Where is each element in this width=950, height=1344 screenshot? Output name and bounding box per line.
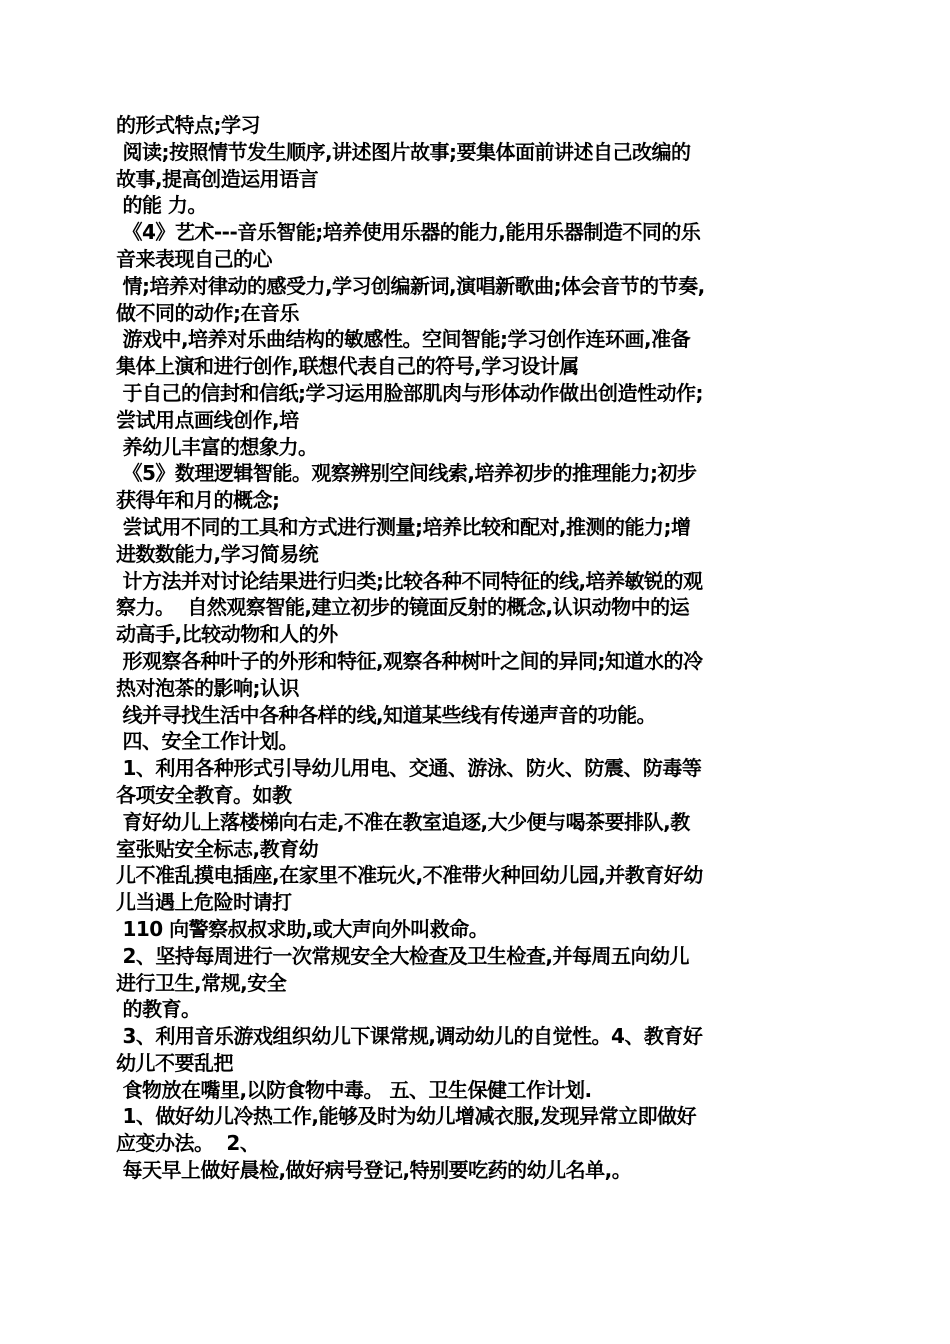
text-line: 育好幼儿上落楼梯向右走,不准在教室追逐,大少便与喝茶要排队,教 xyxy=(116,809,690,834)
text-line: 集体上演和进行创作,联想代表自己的符号,学习设计属 xyxy=(116,354,579,379)
text-line: 3、利用音乐游戏组织幼儿下课常规,调动幼儿的自觉性。4、教育好 xyxy=(116,1024,703,1049)
text-line: 阅读;按照情节发生顺序,讲述图片故事;要集体面前讲述自己改编的 xyxy=(116,139,691,164)
text-line: 110 向警察叔叔求助,或大声向外叫救命。 xyxy=(116,916,489,941)
text-line: 线并寻找生活中各种各样的线,知道某些线有传递声音的功能。 xyxy=(116,702,657,727)
text-line: 食物放在嘴里,以防食物中毒。 五、卫生保健工作计划. xyxy=(116,1077,592,1102)
document-body xyxy=(116,112,840,1184)
text-line: 形观察各种叶子的外形和特征,观察各种树叶之间的异同;知道水的冷 xyxy=(116,648,703,673)
text-line: 的能 力。 xyxy=(116,193,207,218)
text-line: 热对泡茶的影响;认识 xyxy=(116,675,299,700)
text-line: 获得年和月的概念; xyxy=(116,488,280,513)
text-line: 《4》艺术---音乐智能;培养使用乐器的能力,能用乐器制造不同的乐 xyxy=(116,220,701,245)
text-line: 幼儿不要乱把 xyxy=(116,1050,233,1075)
text-line: 计方法并对讨论结果进行归类;比较各种不同特征的线,培养敏锐的观 xyxy=(116,568,703,593)
text-line: 儿不准乱摸电插座,在家里不准玩火,不准带火种回幼儿园,并教育好幼 xyxy=(116,863,703,888)
text-line: 应变办法。 2、 xyxy=(116,1131,260,1156)
text-line: 游戏中,培养对乐曲结构的敏感性。空间智能;学习创作连环画,准备 xyxy=(116,327,691,352)
text-line: 做不同的动作;在音乐 xyxy=(116,300,299,325)
text-line: 故事,提高创造运用语言 xyxy=(116,166,319,191)
text-line: 进行卫生,常规,安全 xyxy=(116,970,287,995)
text-line: 每天早上做好晨检,做好病号登记,特别要吃药的幼儿名单,。 xyxy=(116,1158,632,1183)
text-line: 的形式特点;学习 xyxy=(116,113,260,137)
text-line: 音来表现自己的心 xyxy=(116,246,272,271)
text-line: 1、利用各种形式引导幼儿用电、交通、游泳、防火、防震、防毒等 xyxy=(116,756,702,781)
text-line: 的教育。 xyxy=(116,997,201,1022)
text-line: 于自己的信封和信纸;学习运用脸部肌肉与形体动作做出创造性动作; xyxy=(116,380,703,405)
text-line: 室张贴安全标志,教育幼 xyxy=(116,836,319,861)
text-line: 尝试用点画线创作,培 xyxy=(116,407,299,432)
text-line: 情;培养对律动的感受力,学习创编新词,演唱新歌曲;体会音节的节奏, xyxy=(116,273,705,298)
text-line: 养幼儿丰富的想象力。 xyxy=(116,434,318,459)
text-line: 《5》数理逻辑智能。观察辨别空间线索,培养初步的推理能力;初步 xyxy=(116,461,697,486)
text-line: 进数数能力,学习简易统 xyxy=(116,541,319,566)
text-line: 四、安全工作计划。 xyxy=(116,729,298,754)
text-line: 儿当遇上危险时请打 xyxy=(116,890,292,915)
text-line: 察力。 自然观察智能,建立初步的镜面反射的概念,认识动物中的运 xyxy=(116,595,690,620)
text-line: 动高手,比较动物和人的外 xyxy=(116,622,338,647)
text-line: 1、做好幼儿冷热工作,能够及时为幼儿增减衣服,发现异常立即做好 xyxy=(116,1104,697,1129)
text-line: 各项安全教育。如教 xyxy=(116,782,292,807)
text-line: 2、坚持每周进行一次常规安全大检查及卫生检查,并每周五向幼儿 xyxy=(116,943,689,968)
text-line: 尝试用不同的工具和方式进行测量;培养比较和配对,推测的能力;增 xyxy=(116,514,691,539)
